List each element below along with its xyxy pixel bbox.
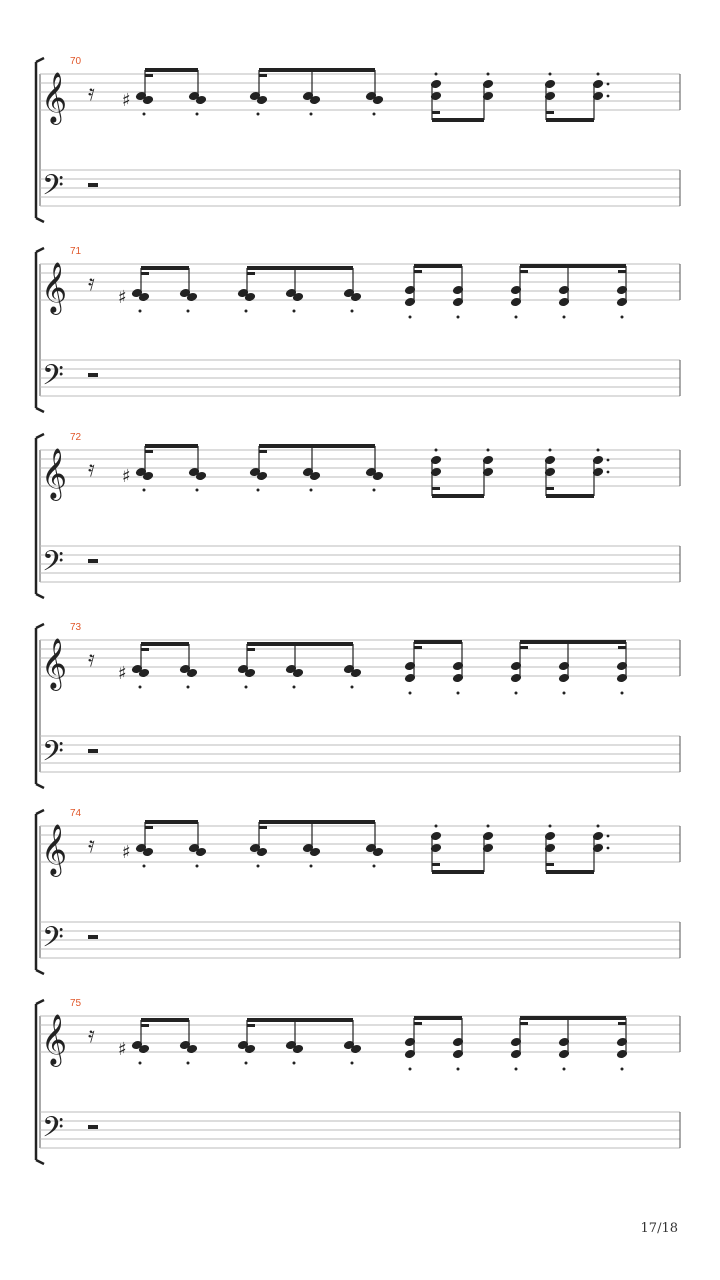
dot <box>607 847 610 850</box>
treble-clef-icon: 𝄞 <box>41 262 68 313</box>
staccato-dot <box>515 1068 518 1071</box>
staccato-dot <box>245 1062 248 1065</box>
beam <box>259 444 375 448</box>
staccato-dot <box>310 865 313 868</box>
beam-stub <box>247 648 255 651</box>
staccato-dot <box>293 686 296 689</box>
staccato-dot <box>310 489 313 492</box>
staccato-dot <box>373 113 376 116</box>
staccato-dot <box>563 692 566 695</box>
staccato-dot <box>143 489 146 492</box>
staccato-dot <box>597 825 600 828</box>
dot <box>607 83 610 86</box>
treble-clef-icon: 𝄞 <box>41 72 68 123</box>
beam-stub <box>145 826 153 829</box>
bass-clef-icon: 𝄢 <box>42 1111 64 1151</box>
sharp-icon: ♯ <box>118 1039 127 1060</box>
beam-stub <box>247 1024 255 1027</box>
beam-stub <box>520 270 528 273</box>
beam-stub <box>546 487 554 490</box>
beam <box>247 266 353 270</box>
staccato-dot <box>293 1062 296 1065</box>
staccato-dot <box>409 1068 412 1071</box>
bass-clef-icon: 𝄢 <box>42 921 64 961</box>
dot <box>607 95 610 98</box>
system-72 <box>36 432 680 598</box>
eighth-rest-icon: 𝄿 <box>88 833 95 858</box>
half-rest-icon <box>88 373 98 377</box>
beam <box>546 494 594 498</box>
beam <box>141 1018 189 1022</box>
sharp-icon: ♯ <box>122 90 131 111</box>
staccato-dot <box>549 73 552 76</box>
sharp-icon: ♯ <box>122 842 131 863</box>
beam-stub <box>546 863 554 866</box>
half-rest-icon <box>88 183 98 187</box>
staccato-dot <box>549 449 552 452</box>
treble-clef-icon: 𝄞 <box>41 824 68 875</box>
beam-stub <box>432 863 440 866</box>
beam-stub <box>145 74 153 77</box>
measure-number: 72 <box>70 432 82 443</box>
beam-stub <box>141 272 149 275</box>
staccato-dot <box>621 1068 624 1071</box>
dot <box>607 459 610 462</box>
staccato-dot <box>351 310 354 313</box>
system-73 <box>36 622 680 788</box>
staccato-dot <box>373 865 376 868</box>
bass-clef-icon: 𝄢 <box>42 359 64 399</box>
staccato-dot <box>245 310 248 313</box>
staccato-dot <box>373 489 376 492</box>
staccato-dot <box>139 1062 142 1065</box>
beam <box>247 1018 353 1022</box>
beam-stub <box>141 648 149 651</box>
staccato-dot <box>597 449 600 452</box>
staccato-dot <box>435 73 438 76</box>
beam-stub <box>618 1022 626 1025</box>
sharp-icon: ♯ <box>118 663 127 684</box>
beam <box>141 642 189 646</box>
beam <box>414 640 462 644</box>
measure-number: 73 <box>70 622 82 633</box>
beam-stub <box>520 1022 528 1025</box>
bass-clef-icon: 𝄢 <box>42 735 64 775</box>
staccato-dot <box>487 73 490 76</box>
eighth-rest-icon: 𝄿 <box>88 1023 95 1048</box>
beam-stub <box>259 826 267 829</box>
eighth-rest-icon: 𝄿 <box>88 647 95 672</box>
staccato-dot <box>409 316 412 319</box>
staccato-dot <box>257 113 260 116</box>
beam-stub <box>141 1024 149 1027</box>
system-71 <box>36 246 680 412</box>
half-rest-icon <box>88 559 98 563</box>
beam-stub <box>247 272 255 275</box>
beam <box>520 264 626 268</box>
measure-number: 75 <box>70 998 82 1009</box>
beam-stub <box>414 646 422 649</box>
staccato-dot <box>409 692 412 695</box>
bass-clef-icon: 𝄢 <box>42 545 64 585</box>
staccato-dot <box>351 686 354 689</box>
beam <box>145 68 198 72</box>
beam <box>432 494 484 498</box>
beam-stub <box>145 450 153 453</box>
sharp-icon: ♯ <box>118 287 127 308</box>
beam-stub <box>520 646 528 649</box>
staccato-dot <box>621 692 624 695</box>
measure-number: 70 <box>70 56 82 67</box>
staccato-dot <box>187 686 190 689</box>
staccato-dot <box>257 489 260 492</box>
beam <box>247 642 353 646</box>
dot <box>607 835 610 838</box>
staccato-dot <box>487 449 490 452</box>
staccato-dot <box>143 113 146 116</box>
beam <box>145 444 198 448</box>
system-74 <box>36 808 680 974</box>
beam-stub <box>546 111 554 114</box>
beam-stub <box>618 646 626 649</box>
beam <box>259 68 375 72</box>
treble-clef-icon: 𝄞 <box>41 448 68 499</box>
staccato-dot <box>187 1062 190 1065</box>
staccato-dot <box>143 865 146 868</box>
beam-stub <box>432 487 440 490</box>
beam <box>520 640 626 644</box>
staccato-dot <box>457 316 460 319</box>
staccato-dot <box>187 310 190 313</box>
half-rest-icon <box>88 749 98 753</box>
measure-number: 74 <box>70 808 82 819</box>
beam <box>145 820 198 824</box>
staccato-dot <box>435 825 438 828</box>
staccato-dot <box>597 73 600 76</box>
staccato-dot <box>457 1068 460 1071</box>
staccato-dot <box>457 692 460 695</box>
beam-stub <box>618 270 626 273</box>
beam <box>520 1016 626 1020</box>
beam-stub <box>414 270 422 273</box>
staccato-dot <box>196 489 199 492</box>
beam <box>432 870 484 874</box>
measure-number: 71 <box>70 246 82 257</box>
staccato-dot <box>621 316 624 319</box>
staccato-dot <box>139 310 142 313</box>
staccato-dot <box>293 310 296 313</box>
staccato-dot <box>351 1062 354 1065</box>
staccato-dot <box>563 1068 566 1071</box>
beam <box>432 118 484 122</box>
beam <box>546 118 594 122</box>
staccato-dot <box>245 686 248 689</box>
beam <box>414 1016 462 1020</box>
half-rest-icon <box>88 935 98 939</box>
staccato-dot <box>549 825 552 828</box>
staccato-dot <box>515 316 518 319</box>
staccato-dot <box>257 865 260 868</box>
system-70 <box>36 56 680 222</box>
staccato-dot <box>563 316 566 319</box>
staccato-dot <box>515 692 518 695</box>
eighth-rest-icon: 𝄿 <box>88 81 95 106</box>
treble-clef-icon: 𝄞 <box>41 638 68 689</box>
beam-stub <box>414 1022 422 1025</box>
page-number: 17/18 <box>640 1221 678 1236</box>
staccato-dot <box>435 449 438 452</box>
beam <box>141 266 189 270</box>
beam <box>414 264 462 268</box>
staccato-dot <box>196 865 199 868</box>
beam <box>546 870 594 874</box>
beam <box>259 820 375 824</box>
staccato-dot <box>310 113 313 116</box>
bass-clef-icon: 𝄢 <box>42 169 64 209</box>
staccato-dot <box>196 113 199 116</box>
treble-clef-icon: 𝄞 <box>41 1014 68 1065</box>
beam-stub <box>432 111 440 114</box>
eighth-rest-icon: 𝄿 <box>88 457 95 482</box>
staccato-dot <box>487 825 490 828</box>
staccato-dot <box>139 686 142 689</box>
sharp-icon: ♯ <box>122 466 131 487</box>
dot <box>607 471 610 474</box>
beam-stub <box>259 450 267 453</box>
eighth-rest-icon: 𝄿 <box>88 271 95 296</box>
half-rest-icon <box>88 1125 98 1129</box>
system-75 <box>36 998 680 1164</box>
beam-stub <box>259 74 267 77</box>
